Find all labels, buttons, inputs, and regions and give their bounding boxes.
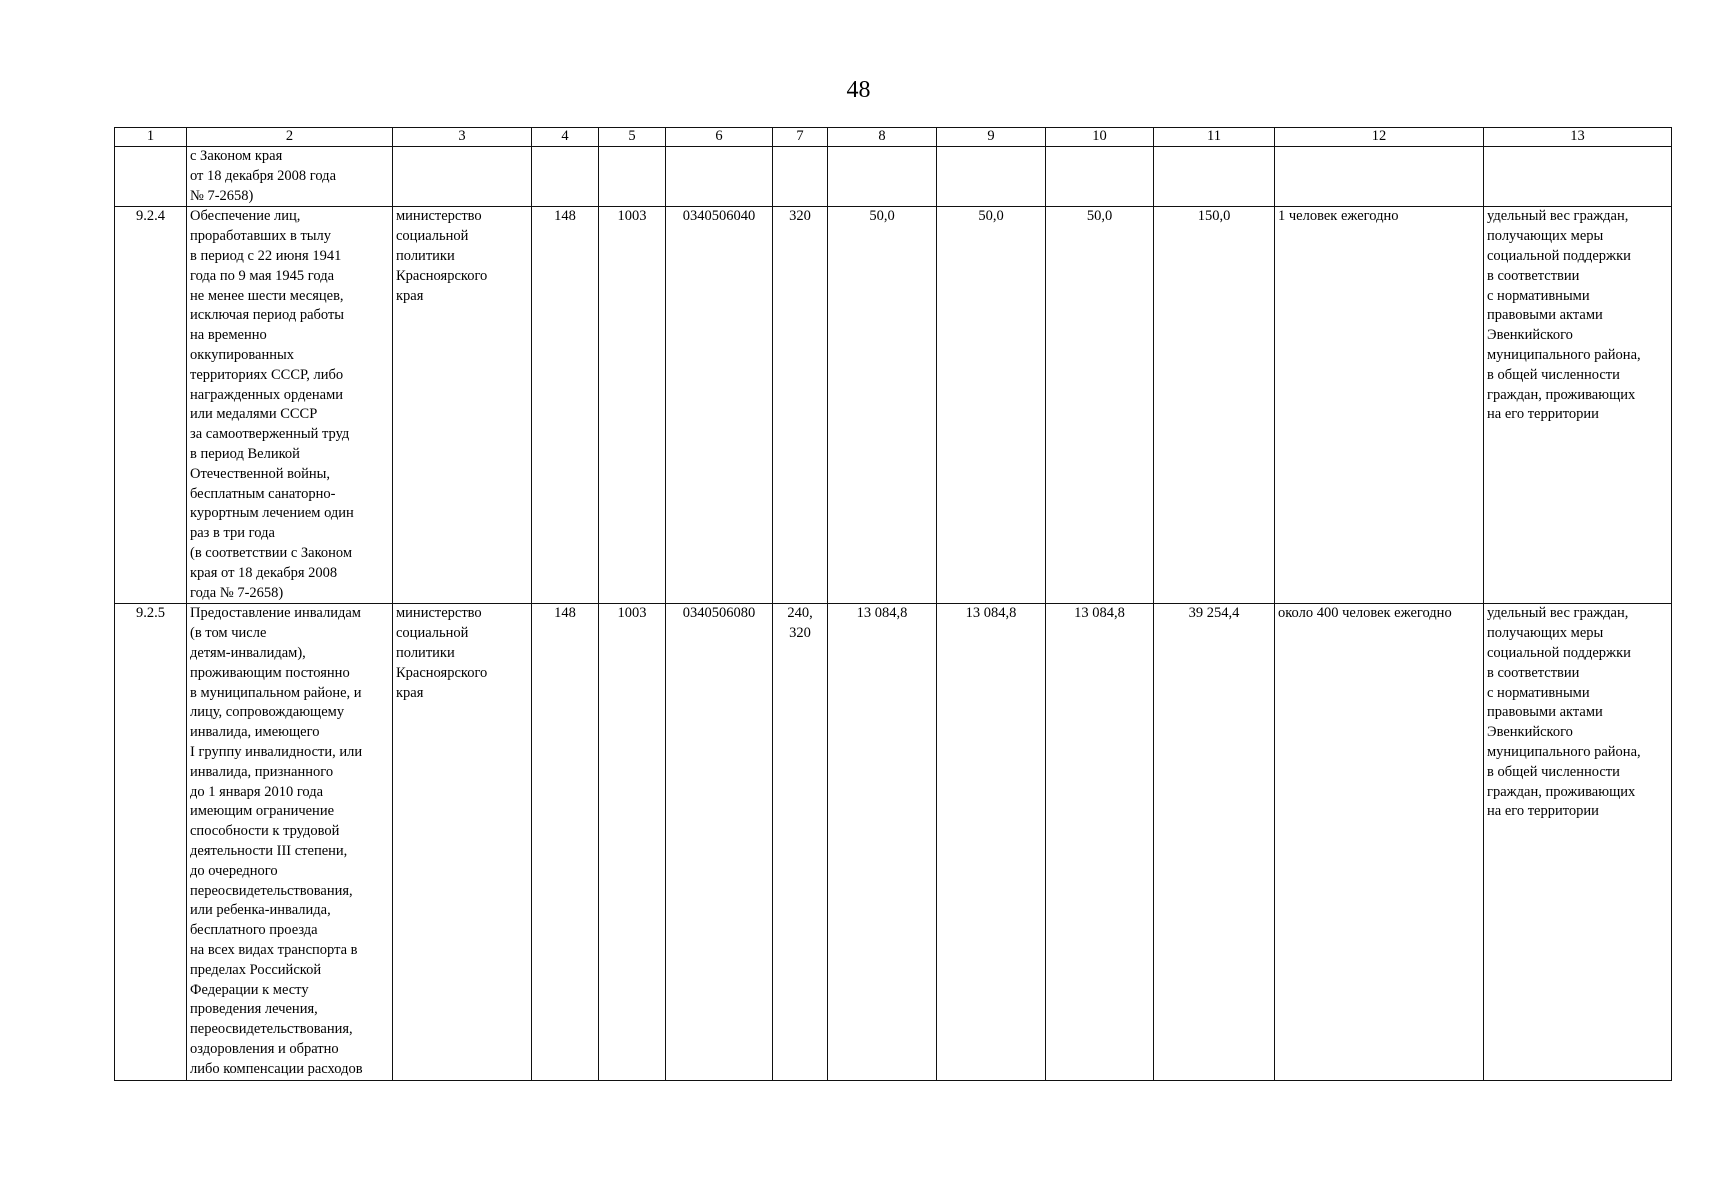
table-row — [115, 604, 1672, 1081]
program-table — [114, 127, 1672, 1081]
cell-col4: 148 — [532, 207, 599, 604]
cell-col8: 50,0 — [828, 207, 937, 604]
table-row — [115, 207, 1672, 604]
cell-empty — [1046, 147, 1154, 207]
cell-col6: 0340506080 — [666, 604, 773, 1081]
cell-col7: 320 — [773, 207, 828, 604]
cell-col6: 0340506040 — [666, 207, 773, 604]
cell-col5: 1003 — [599, 207, 666, 604]
cell-empty — [115, 147, 187, 207]
column-header-12: 12 — [1275, 128, 1484, 147]
cell-col7: 240, 320 — [773, 604, 828, 1081]
cell-empty — [828, 147, 937, 207]
column-header-3: 3 — [393, 128, 532, 147]
column-header-8: 8 — [828, 128, 937, 147]
cell-col9: 13 084,8 — [937, 604, 1046, 1081]
cell-description: Обеспечение лиц, проработавших в тылу в период с 22 июня 1941 года по 9 мая 1945 года не менее шести месяцев, исключая период работы на временно оккупированных территориях СССР, либо награжденных орденами или медалями СССР за самоотверженный труд в период Великой Отечественной войны, бесплатным санаторно- курортным лечением один раз в три года (в соответствии с Законом края от 18 декабря 2008 года № 7-2658) — [187, 207, 393, 604]
cell-empty — [937, 147, 1046, 207]
cell-executor: министерство социальной политики Красноярского края — [393, 207, 532, 604]
cell-col5: 1003 — [599, 604, 666, 1081]
cell-empty — [1484, 147, 1672, 207]
column-header-9: 9 — [937, 128, 1046, 147]
cell-col12: около 400 человек ежегодно — [1275, 604, 1484, 1081]
cell-empty — [773, 147, 828, 207]
cell-item-number: 9.2.5 — [115, 604, 187, 1081]
cell-description-continuation: с Законом края от 18 декабря 2008 года № 7-2658) — [187, 147, 393, 207]
column-header-5: 5 — [599, 128, 666, 147]
column-header-10: 10 — [1046, 128, 1154, 147]
cell-empty — [1154, 147, 1275, 207]
column-header-1: 1 — [115, 128, 187, 147]
cell-col10: 13 084,8 — [1046, 604, 1154, 1081]
column-header-13: 13 — [1484, 128, 1672, 147]
header-row — [115, 128, 1672, 147]
cell-col10: 50,0 — [1046, 207, 1154, 604]
table-row-continuation — [115, 147, 1672, 207]
cell-col13: удельный вес граждан, получающих меры социальной поддержки в соответствии с нормативными правовыми актами Эвенкийского муниципального района, в общей численности граждан, проживающих на его территории — [1484, 604, 1672, 1081]
cell-executor: министерство социальной политики Красноярского края — [393, 604, 532, 1081]
page-number: 48 — [846, 77, 871, 103]
cell-col11: 150,0 — [1154, 207, 1275, 604]
cell-empty — [393, 147, 532, 207]
cell-col11: 39 254,4 — [1154, 604, 1275, 1081]
cell-empty — [666, 147, 773, 207]
cell-col13: удельный вес граждан, получающих меры социальной поддержки в соответствии с нормативными правовыми актами Эвенкийского муниципального района, в общей численности граждан, проживающих на его территории — [1484, 207, 1672, 604]
cell-col4: 148 — [532, 604, 599, 1081]
cell-description: Предоставление инвалидам (в том числе детям-инвалидам), проживающим постоянно в муниципальном районе, и лицу, сопровождающему инвалида, имеющего I группу инвалидности, или инвалида, признанного до 1 января 2010 года имеющим ограничение способности к трудовой деятельности III степени, до очередного переосвидетельствования, или ребенка-инвалида, бесплатного проезда на всех видах транспорта в пределах Российской Федерации к месту проведения лечения, переосвидетельствования, оздоровления и обратно либо компенсации расходов — [187, 604, 393, 1081]
cell-empty — [599, 147, 666, 207]
column-header-7: 7 — [773, 128, 828, 147]
cell-col9: 50,0 — [937, 207, 1046, 604]
column-header-2: 2 — [187, 128, 393, 147]
column-header-4: 4 — [532, 128, 599, 147]
column-header-11: 11 — [1154, 128, 1275, 147]
cell-item-number: 9.2.4 — [115, 207, 187, 604]
column-header-6: 6 — [666, 128, 773, 147]
cell-empty — [532, 147, 599, 207]
cell-col8: 13 084,8 — [828, 604, 937, 1081]
cell-empty — [1275, 147, 1484, 207]
cell-col12: 1 человек ежегодно — [1275, 207, 1484, 604]
